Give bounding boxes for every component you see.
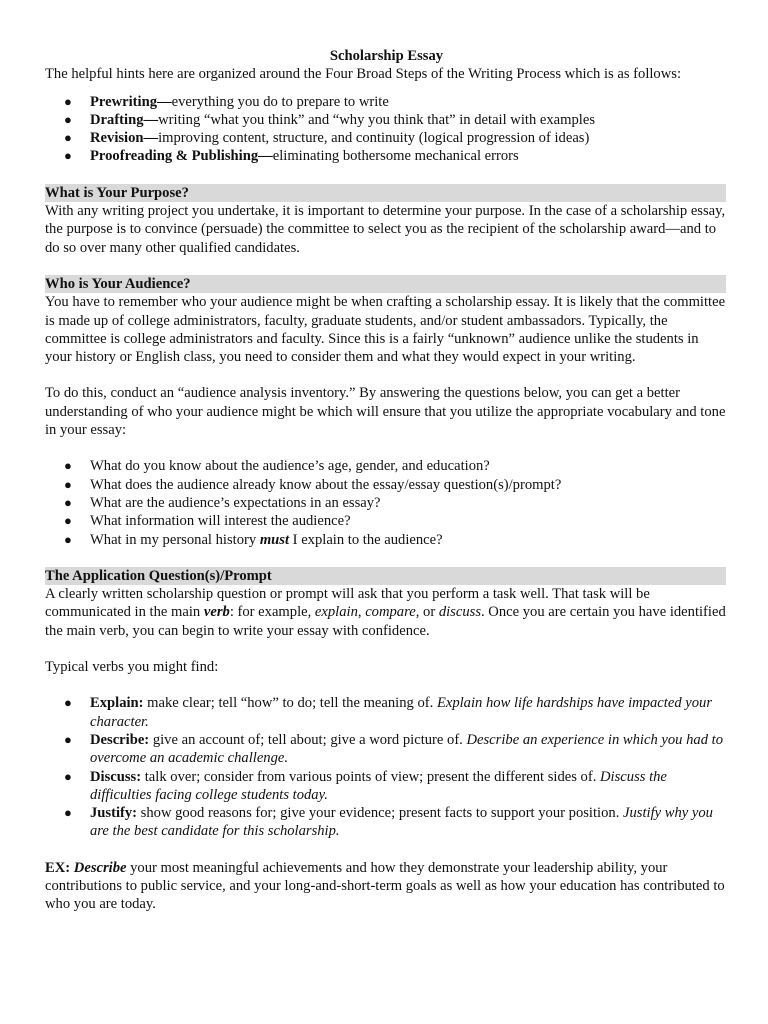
step-term: Proofreading & Publishing [90, 148, 259, 165]
spacer [45, 84, 726, 93]
verb-example: Discuss the difficulties facing college students today. [90, 768, 667, 803]
prompt-paragraph [45, 585, 726, 640]
bullet-icon: ● [64, 93, 72, 109]
question-text: What does the audience already know about the essay/essay question(s)/prompt? [90, 476, 562, 493]
list-item [45, 494, 726, 512]
spacer [45, 549, 726, 567]
step-term: Revision [90, 130, 144, 147]
verb-definition: talk over; consider from various points of view; present the different sides of. [141, 768, 601, 785]
prompt-text: : for example, [229, 604, 315, 621]
step-separator: — [157, 93, 172, 110]
bullet-icon: ● [64, 148, 72, 164]
example-verb: compare [365, 604, 416, 621]
question-text: What in my personal history [90, 531, 260, 548]
prompt-text: A clearly written scholarship question or prompt will ask that you perform a task well. That task will be communicated in the main [45, 586, 650, 621]
list-item [45, 731, 726, 768]
purpose-paragraph: With any writing project you undertake, it is important to determine your purpose. In the case of a scholarship essay, the purpose is to convince (persuade) the committee to select you as the recipient of the scholarship award—and to do so over many other qualified candidates. [45, 203, 726, 256]
verb-example: Explain how life hardships have impacted your character. [90, 695, 713, 730]
section-heading-purpose: What is Your Purpose? [45, 184, 726, 202]
example-paragraph [45, 859, 726, 914]
list-item [45, 804, 726, 841]
step-separator: — [143, 111, 159, 128]
writing-steps-list [45, 93, 726, 166]
bullet-icon: ● [64, 731, 72, 747]
document-page [45, 47, 726, 914]
list-item [45, 694, 726, 731]
list-item [45, 93, 726, 111]
example-label: EX: [45, 859, 74, 876]
example-verb: explain [314, 604, 358, 621]
spacer [45, 439, 726, 457]
intro-paragraph: The helpful hints here are organized around the Four Broad Steps of the Writing Process which is as follows: [45, 66, 681, 83]
verb-example: Describe an experience in which you had to overcome an academic challenge. [90, 731, 724, 767]
list-item [45, 129, 726, 147]
step-description: everything you do to prepare to write [171, 93, 389, 110]
bullet-icon: ● [64, 494, 72, 510]
list-item [45, 147, 726, 165]
emphasis-word: verb [203, 604, 230, 621]
step-term: Drafting [90, 111, 144, 128]
verb-example: Justify why you are the best candidate for this scholarship. [90, 805, 713, 840]
bullet-icon: ● [64, 458, 72, 474]
bullet-icon: ● [64, 768, 72, 784]
emphasis-word: Describe [73, 859, 127, 876]
list-item [45, 512, 726, 530]
audience-questions-list [45, 457, 726, 548]
list-item [45, 457, 726, 475]
bullet-icon: ● [64, 805, 72, 821]
bullet-icon: ● [64, 695, 72, 711]
bullet-icon: ● [64, 476, 72, 492]
list-item [45, 768, 726, 805]
verb-definition: give an account of; tell about; give a word picture of. [149, 731, 467, 748]
example-verb: discuss [438, 604, 481, 621]
verb-term: Discuss: [90, 768, 142, 785]
question-text: What are the audience’s expectations in an essay? [90, 494, 381, 511]
step-description: writing “what you think” and “why you think that” in detail with examples [158, 111, 596, 128]
bullet-icon: ● [64, 531, 72, 547]
bullet-icon: ● [64, 111, 72, 127]
spacer [45, 166, 726, 184]
typical-verbs-label: Typical verbs you might find: [45, 659, 219, 676]
step-separator: — [258, 148, 273, 165]
spacer [45, 257, 726, 275]
verb-definition: make clear; tell “how” to do; tell the meaning of. [143, 695, 437, 712]
spacer [45, 640, 726, 658]
verb-term: Justify: [90, 805, 138, 822]
spacer [45, 366, 726, 384]
bullet-icon: ● [64, 513, 72, 529]
step-term: Prewriting [90, 93, 158, 110]
emphasis-word: must [259, 531, 290, 548]
section-heading-prompt: The Application Question(s)/Prompt [45, 567, 726, 585]
list-item [45, 111, 726, 129]
spacer [45, 841, 726, 859]
prompt-text: , [357, 604, 366, 621]
step-description: eliminating bothersome mechanical errors [272, 148, 519, 165]
page-title: Scholarship Essay [329, 48, 444, 64]
audience-paragraph-1: You have to remember who your audience might be when crafting a scholarship essay. It is likely that the committee is made up of college administrators, faculty, graduate students, and/or student ambassadors. Typically, the committee is college administrators and faculty. Since this is a fairly “unknown” audience unlike the students in your history or English class, you need to consider them and what they would expect in your writing. [45, 294, 726, 366]
step-separator: — [143, 130, 159, 147]
question-text: What do you know about the audience’s age, gender, and education? [90, 458, 490, 475]
spacer [45, 676, 726, 694]
audience-paragraph-2: To do this, conduct an “audience analysis inventory.” By answering the questions below, you can get a better understanding of who your audience might be which will ensure that you utilize the appropriate vocabulary and tone in your essay: [45, 385, 726, 439]
verb-term: Describe: [90, 731, 150, 748]
step-description: improving content, structure, and continuity (logical progression of ideas) [158, 130, 590, 147]
prompt-text: , or [415, 604, 439, 621]
question-text: I explain to the audience? [289, 531, 443, 548]
example-text: your most meaningful achievements and how they demonstrate your leadership ability, your contributions to public service, and your long-and-short-term goals as well as how your education has contributed to who you are today. [45, 859, 725, 913]
verb-definition: show good reasons for; give your evidence; present facts to support your position. [137, 805, 623, 822]
verbs-list [45, 694, 726, 840]
question-text: What information will interest the audience? [90, 513, 351, 530]
verb-term: Explain: [90, 695, 144, 712]
list-item [45, 476, 726, 494]
bullet-icon: ● [64, 130, 72, 146]
prompt-text: . Once you are certain you have identified the main verb, you can begin to write your essay with confidence. [45, 604, 726, 639]
list-item [45, 531, 726, 549]
section-heading-audience: Who is Your Audience? [45, 275, 726, 293]
